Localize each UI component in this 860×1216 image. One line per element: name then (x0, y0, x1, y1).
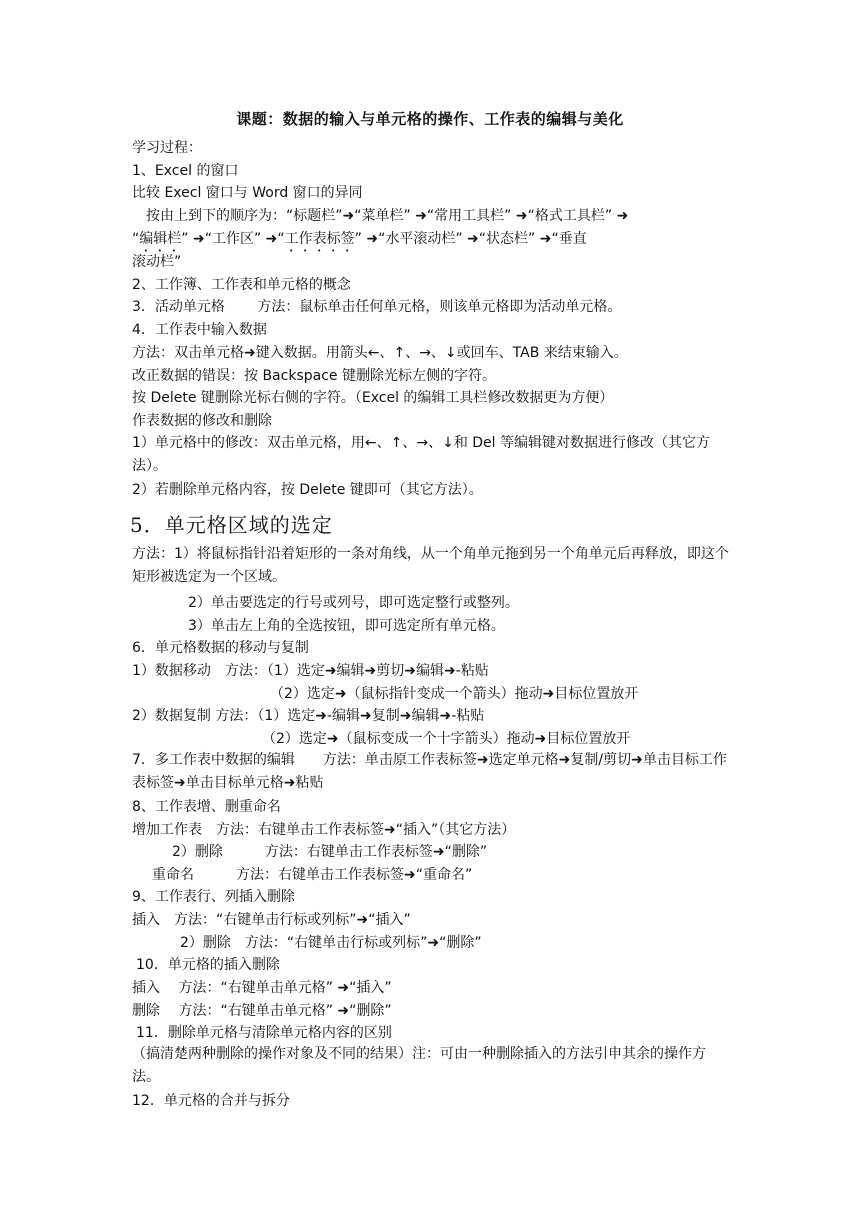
modify-heading: 作表数据的修改和删除 (132, 413, 272, 429)
input-method-line: 方法：双击单元格➜键入数据。用箭头←、↑、→、↓或回车、TAB 来结束输入。 (132, 345, 628, 361)
modify-step-2: 2）若删除单元格内容，按 Delete 键即可（其它方法）。 (132, 482, 483, 498)
order-text: ” ➜“水平滚动栏” ➜“状态栏” ➜“垂直 (354, 231, 587, 247)
modify-step-1: 1）单元格中的修改：双击单元格，用←、↑、→、↓和 Del 等编辑键对数据进行修改（其它方法）。 (132, 435, 711, 474)
order-text: ” ➜“工作区” ➜“ (181, 231, 285, 247)
move-step-2: （2）选定➜（鼠标指针变成一个箭头）拖动➜目标位置放开 (270, 686, 639, 702)
copy-step-1: 2）数据复制 方法：（1）选定➜-编辑➜复制➜编辑➜-粘贴 (132, 708, 485, 724)
compare-line: 比较 Execl 窗口与 Word 窗口的异同 (132, 185, 363, 201)
edit-bar-text: 编辑栏 (139, 231, 182, 247)
section-12-heading: 12．单元格的合并与拆分 (132, 1093, 290, 1109)
copy-step-2: （2）选定➜（鼠标变成一个十字箭头）拖动➜目标位置放开 (262, 731, 631, 747)
section-7-line: 7．多工作表中数据的编辑 方法：单击原工作表标签➜选定单元格➜复制/剪切➜单击目标工作表标签➜单击目标单元格➜粘贴 (132, 752, 727, 791)
order-line-2 (132, 230, 732, 255)
section-11-note: （搞清楚两种删除的操作对象及不同的结果）注：可由一种删除插入的方法引申其余的操作方法。 (132, 1046, 706, 1085)
section-11-heading: 11．删除单元格与清除单元格内容的区别 (136, 1025, 392, 1041)
delete-line: 按 Delete 键删除光标右侧的字符。（Excel 的编辑工具栏修改数据更为方便） (132, 390, 614, 406)
quote-text: “ (132, 231, 140, 247)
section-3-line: 3．活动单元格 方法：鼠标单击任何单元格，则该单元格即为活动单元格。 (132, 299, 622, 315)
move-step-1: 1）数据移动 方法：（1）选定➜编辑➜剪切➜编辑➜-粘贴 (132, 663, 489, 679)
insert-cell-line: 插入 方法：“右键单击单元格” ➜“插入” (132, 980, 392, 996)
add-sheet-line: 增加工作表 方法：右键单击工作表标签➜“插入”（其它方法） (132, 822, 516, 838)
delete-row-line: 2）删除 方法：“右键单击行标或列标”➜“删除” (180, 935, 482, 951)
select-step-2: 2）单击要选定的行号或列号，即可选定整行或整列。 (160, 595, 519, 611)
section-6-heading: 6．单元格数据的移动与复制 (132, 640, 309, 656)
insert-row-line: 插入 方法：“右键单击行标或列标”➜“插入” (132, 912, 411, 928)
sheet-tab-text: 工作表标签 (284, 231, 355, 247)
process-label: 学习过程： (132, 140, 202, 156)
rename-sheet-line: 重命名 方法：右键单击工作表标签➜“重命名” (152, 867, 473, 883)
section-10-heading: 10．单元格的插入删除 (136, 957, 280, 973)
section-2-heading: 2、工作簿、工作表和单元格的概念 (132, 277, 351, 293)
section-1-heading: 1、Excel 的窗口 (132, 163, 239, 179)
delete-sheet-line: 2）删除 方法：右键单击工作表标签➜“删除” (172, 844, 488, 860)
delete-cell-line: 删除 方法：“右键单击单元格” ➜“删除” (132, 1003, 392, 1019)
backspace-line: 改正数据的错误：按 Backspace 键删除光标左侧的字符。 (132, 368, 496, 384)
order-line-1: 按由上到下的顺序为：“标题栏”➜“菜单栏” ➜“常用工具栏” ➜“格式工具栏” ➜ (132, 208, 629, 224)
select-step-1: 方法：1）将鼠标指针沿着矩形的一条对角线，从一个角单元拖到另一个角单元后再释放，即这个矩形被选定为一个区域。 (132, 546, 729, 585)
section-5-heading: 5．单元格区域的选定 (130, 513, 333, 537)
section-9-heading: 9、工作表行、列插入删除 (132, 889, 295, 905)
page-title: 课题：数据的输入与单元格的操作、工作表的编辑与美化 (236, 110, 624, 128)
select-step-3: 3）单击左上角的全选按钮，即可选定所有单元格。 (160, 618, 505, 634)
section-4-heading: 4．工作表中输入数据 (132, 322, 267, 338)
section-8-heading: 8、工作表增、删重命名 (132, 799, 281, 815)
order-line-3: 滚动栏” (132, 254, 182, 270)
